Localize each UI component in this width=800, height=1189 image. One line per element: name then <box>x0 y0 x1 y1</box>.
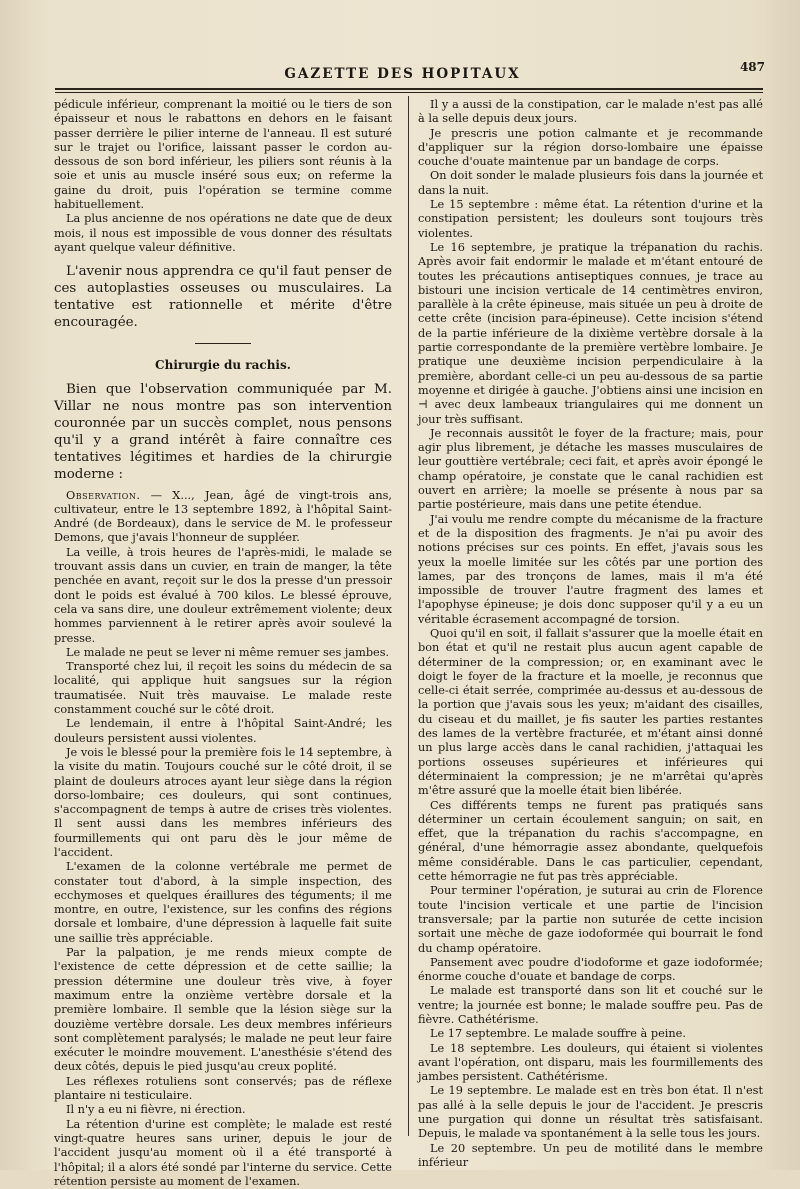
paragraph: Le 20 septembre. Un peu de motilité dans le membre inférieur <box>418 1141 763 1169</box>
paragraph: Le 19 septembre. Le malade est en très bon état. Il n'est pas allé à la selle depuis le jour de l'accident. Je prescris une purgation qui donne un résultat très satisfaisant. Depuis, le malade va spontanément à la selle tous les jours. <box>418 1084 763 1141</box>
paragraph: L'avenir nous apprendra ce qu'il faut penser de ces autoplasties osseuses ou musculaires. La tentative est rationnelle et mérite d'être encouragée. <box>54 264 392 331</box>
paragraph: Pansement avec poudre d'iodoforme et gaze iodoformée; énorme couche d'ouate et bandage de corps. <box>418 955 763 984</box>
right-column <box>418 98 763 1169</box>
paragraph: La veille, à trois heures de l'après-midi, le malade se trouvant assis dans un cuvier, en train de manger, la tête penchée en avant, reçoit sur le dos la presse d'un pressoir dont le poids est évalué à 700 kilos. Le blessé éprouve, cela va sans dire, une douleur extrêmement violente; deux hommes parviennent à le retirer après avoir soulevé la presse. <box>54 545 392 645</box>
paragraph: pédicule inférieur, comprenant la moitié ou le tiers de son épaisseur et nous le rabattons en dehors en le faisant passer derrière le pilier interne de l'anneau. Il est suturé sur le trajet ou l'orifice, laissant passer le cordon au-dessous de son bord inférieur, les piliers sont réunis à la soie et unis au muscle inséré sous eux; on referme la gaine du droit, puis l'opération se termine comme habituellement. <box>54 98 392 212</box>
paragraph: Bien que l'observation communiquée par M. Villar ne nous montre pas son intervention couronnée par un succès complet, nous pensons qu'il y a grand intérêt à faire connaître ces tentatives légitimes et hardies de la chirurgie moderne : <box>54 381 392 482</box>
header-rule-thin <box>55 92 763 93</box>
observation-label: Observation. <box>66 488 141 502</box>
paragraph: Il y a aussi de la constipation, car le malade n'est pas allé à la selle depuis deux jours. <box>418 98 763 126</box>
paragraph: Le 15 septembre : même état. La rétention d'urine et la constipation persistent; les douleurs sont toujours très violentes. <box>418 198 763 240</box>
paragraph: Transporté chez lui, il reçoit les soins du médecin de sa localité, qui applique huit sangsues sur la région traumatisée. Nuit très mauvaise. Le malade reste constamment couché sur le côté droit. <box>54 660 392 717</box>
paragraph: La rétention d'urine est complète; le malade est resté vingt-quatre heures sans uriner, depuis le jour de l'accident jusqu'au moment où il a été transporté à l'hôpital; il a alors été sondé par l'interne du service. Cette rétention persiste au moment de l'examen. <box>54 1117 392 1188</box>
paragraph: Le malade ne peut se lever ni même remuer ses jambes. <box>66 645 390 659</box>
paragraph: Le malade est transporté dans son lit et couché sur le ventre; la journée est bonne; le malade souffre peu. Pas de fièvre. Cathétérisme. <box>418 984 763 1026</box>
paragraph: Pour terminer l'opération, je suturai au crin de Florence toute l'incision verticale et une partie de l'incision transversale; par la partie non suturée de cette incision sortait une mèche de gaze iodoformée qui bourrait le fond du champ opératoire. <box>418 884 763 955</box>
journal-title: GAZETTE DES HOPITAUX <box>284 66 521 82</box>
left-column <box>54 98 392 1188</box>
paragraph: Le 16 septembre, je pratique la trépanation du rachis. Après avoir fait endormir le malade et m'étant entouré de toutes les précautions antiseptiques connues, je trace au bistouri une incision verticale de 14 centimètres environ, parallèle à la crête épineuse, mais située un peu à droite de cette crête (incision para-épineuse). Cette incision s'étend de la partie inférieure de la dixième vertèbre dorsale à la partie correspondante de la première vertèbre lombaire. Je pratique une deuxième incision perpendiculaire à la première, abordant celle-ci un peu au-dessous de sa partie moyenne et dirigée à gauche. J'obtiens ainsi une incision en ⊣ avec deux lambeaux triangulaires qui me donnent un jour très suffisant. <box>418 240 763 426</box>
paragraph: Ces différents temps ne furent pas pratiqués sans déterminer un certain écoulement sanguin; on sait, en effet, que la trépanation du rachis s'accompagne, en général, d'une hémorragie assez abondante, quelquefois même considérable. Dans le cas particulier, cependant, cette hémorragie ne fut pas très appréciable. <box>418 798 763 884</box>
paragraph: Il n'y a eu ni fièvre, ni érection. <box>66 1103 246 1117</box>
paragraph: L'examen de la colonne vertébrale me permet de constater tout d'abord, à la simple inspection, des ecchymoses et quelques éraillures des téguments; il me montre, en outre, l'existence, sur les confins des régions dorsale et lombaire, d'une dépression à laquelle fait suite une saillie très appréciable. <box>54 860 392 945</box>
paragraph: Je prescris une potion calmante et je recommande d'appliquer sur la région dorso-lombaire une épaisse couche d'ouate maintenue par un bandage de corps. <box>418 126 763 169</box>
page-number: 487 <box>739 60 765 74</box>
paragraph: Le 18 septembre. Les douleurs, qui étaient si violentes avant l'opération, ont disparu, mais les fourmillements des jambes persistent. Cathétérisme. <box>418 1041 763 1084</box>
section-separator <box>195 343 251 344</box>
page-header <box>40 58 765 84</box>
paragraph: Les réflexes rotuliens sont conservés; pas de réflexe plantaire ni testiculaire. <box>54 1074 392 1103</box>
section-title: Chirurgie du rachis. <box>155 358 291 373</box>
paragraph: Le 17 septembre. Le malade souffre à peine. <box>430 1027 686 1041</box>
paragraph: Je vois le blessé pour la première fois le 14 septembre, à la visite du matin. Toujours couché sur le côté droit, il se plaint de douleurs atroces ayant leur siège dans la région dorso-lombaire; ces douleurs, qui sont continues, s'accompagnent de temps à autre de crises très violentes. Il sent aussi dans les membres inférieurs des fourmillements qui ont paru dès le jour même de l'accident. <box>54 745 392 859</box>
paragraph: Je reconnais aussitôt le foyer de la fracture; mais, pour agir plus librement, je détache les masses musculaires de leur gouttière vertébrale; ceci fait, et après avoir épongé le champ opératoire, je constate que le canal rachidien est ouvert en arrière; la moelle se présente à nous par sa partie postérieure, mais dans une petite étendue. <box>418 426 763 512</box>
paragraph: La plus ancienne de nos opérations ne date que de deux mois, il nous est impossible de vous donner des résultats ayant quelque valeur définitive. <box>54 212 392 254</box>
paragraph: Le lendemain, il entre à l'hôpital Saint-André; les douleurs persistent aussi violentes. <box>54 717 392 745</box>
paragraph: J'ai voulu me rendre compte du mécanisme de la fracture et de la disposition des fragments. Je n'ai pu avoir des notions précises sur ces points. En effet, j'avais sous les yeux la moelle limitée sur les côtés par une portion des lames, par des tronçons de lames, mais il m'a été impossible de trouver l'autre fragment des lames et l'apophyse épineuse; je dois donc supposer qu'il y a eu un véritable écrasement accompagné de torsion. <box>418 512 763 626</box>
column-divider <box>408 96 409 1136</box>
header-rule <box>55 88 763 90</box>
paragraph: On doit sonder le malade plusieurs fois dans la journée et dans la nuit. <box>418 169 763 197</box>
paragraph: Par la palpation, je me rends mieux compte de l'existence de cette dépression et de cette saillie; la pression détermine une douleur très vive, à foyer maximum entre la onzième vertèbre dorsale et la première lombaire. Il semble que la lésion siège sur la douzième vertèbre dorsale. Les deux membres inférieurs sont complètement paralysés; le malade ne peut leur faire exécuter le moindre mouvement. L'anesthésie s'étend des deux côtés, depuis le pied jusqu'au creux poplité. <box>54 946 392 1074</box>
observation-paragraph <box>54 489 392 546</box>
paragraph: Quoi qu'il en soit, il fallait s'assurer que la moelle était en bon état et qu'il ne restait plus aucun agent capable de déterminer de la compression; or, en examinant avec le doigt le foyer de la fracture et la moelle, je reconnus que celle-ci était serrée, comprimée au-dessus et au-dessous de la portion que j'avais sous les yeux; m'aidant des cisailles, du ciseau et du maillet, je fis sauter les parties restantes des lames de la vertèbre fracturée, et m'étant ainsi donné un plus large accès dans le canal rachidien, j'attaquai les portions osseuses supérieures et inférieures qui déterminaient la compression; je ne m'arrêtai qu'après m'être assuré que la moelle était bien libérée. <box>418 626 763 798</box>
observation-text: — X..., Jean, âgé de vingt-trois ans, cultivateur, entre le 13 septembre 1892, à l'hôpital Saint-André (de Bordeaux), dans le service de M. le professeur Demons, que j'avais l'honneur de suppléer. <box>54 488 392 545</box>
